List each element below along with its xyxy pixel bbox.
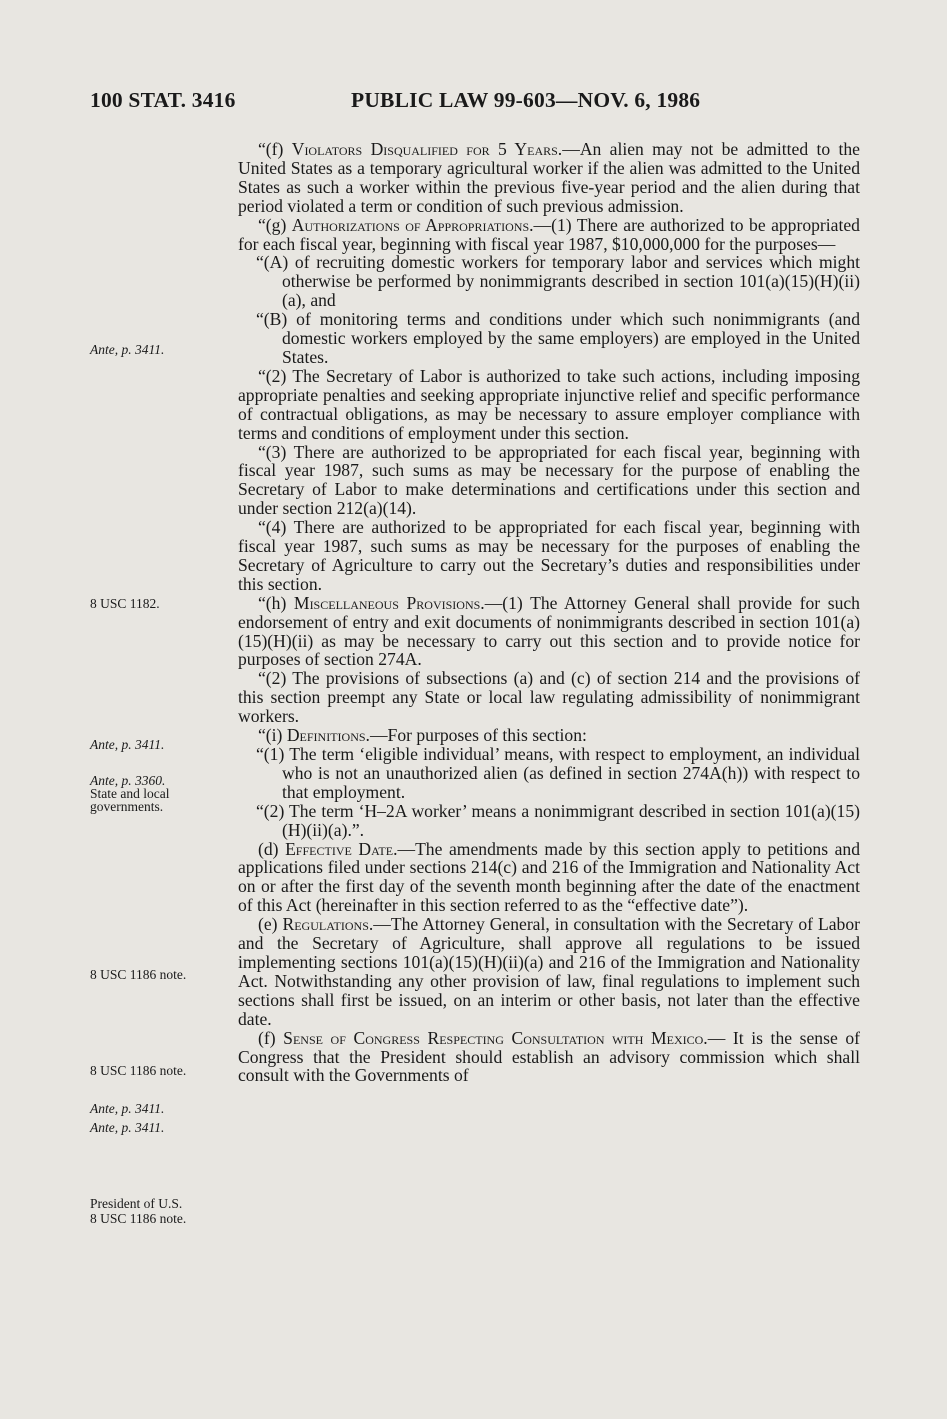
paragraph-g-B: “(B) of monitoring terms and conditions under which such nonimmigrants (and domestic workers employed by the same employers) are employed in the United States. [256, 309, 860, 367]
margin-note-8usc1186-a: 8 USC 1186 note. [90, 967, 187, 982]
paragraph-i-2: “(2) The term ‘H–2A worker’ means a nonimmigrant described in section 101(a)(15)(H)(ii)(a).”. [256, 800, 860, 840]
margin-note-ante-3411-a: Ante, p. 3411. [90, 342, 165, 357]
margin-note-ante-3360: Ante, p. 3360. [90, 773, 166, 788]
subsection-g-authorizations: “(g) Authorizations of Appropriations.—(1) There are authorized to be appropriated for each fiscal year, beginning with fiscal year 1987, $10,000,000 for the purposes— [238, 214, 860, 254]
margin-note-8usc1182: 8 USC 1182. [90, 596, 160, 611]
section-e-regulations: (e) Regulations.—The Attorney General, in consultation with the Secretary of Labor and the Secretary of Agriculture, shall approve all regulations to be issued implementing sections 101(a)(15)(H)(ii)(a) and 216 of the Immigration and Nationality Act. Notwithstanding any other provision of law, final regulations to implement such sections shall first be issued, on an interim or other basis, not later than the effective date. [238, 914, 860, 1029]
paragraph-h-2: “(2) The provisions of subsections (a) and (c) of section 214 and the provisions of this section preempt any State or local law regulating admissibility of nonimmigrant workers. [238, 668, 860, 727]
heading-violators: Violators Disqualified for 5 Years. [291, 139, 563, 159]
margin-note-8usc1186-c: 8 USC 1186 note. [90, 1211, 187, 1226]
paragraph-g-2: “(2) The Secretary of Labor is authorized to take such actions, including imposing appropriate penalties and seeking appropriate injunctive relief and specific performance of contractual obligations, as may be necessary to assure employer compliance with terms and conditions of employment under this section. [238, 365, 860, 443]
paragraph-g-4: “(4) There are authorized to be appropriated for each fiscal year, beginning with fiscal year 1987, such sums as may be necessary for the purposes of enabling the Secretary of Agriculture to carry out the Secretary’s duties and responsibilities under this section. [238, 517, 860, 594]
margin-note-8usc1186-b: 8 USC 1186 note. [90, 1063, 187, 1078]
stat-page-number: 100 STAT. 3416 [90, 88, 236, 112]
subsection-f-violators: “(f) Violators Disqualified for 5 Years.—An alien may not be admitted to the United States as a temporary agricultural worker if the alien was admitted to the United States as such a worker within the previous five-year period and the alien during that period violated a term or condition of such previous admission. [238, 139, 860, 216]
paragraph-i-1: “(1) The term ‘eligible individual’ means, with respect to employment, an individual who is not an unauthorized alien (as defined in section 274A(h)) with respect to that employment. [256, 744, 860, 802]
subsection-i-definitions: “(i) Definitions.—For purposes of this section: [258, 725, 587, 746]
heading-definitions: Definitions. [286, 725, 370, 746]
heading-miscellaneous: Miscellaneous Provisions. [293, 592, 485, 613]
section-d-effective-date: (d) Effective Date.—The amendments made by this section apply to petitions and applications filed under sections 214(c) and 216 of the Immigration and Nationality Act on or after the first day of the seventh month beginning after the date of the enactment of this Act (hereinafter in this section referred to as the “effective date”). [238, 838, 860, 916]
heading-effective-date: Effective Date. [285, 838, 398, 859]
heading-sense-of-congress: Sense of Congress Respecting Consultation with Mexico. [283, 1027, 708, 1048]
heading-regulations: Regulations. [282, 914, 374, 935]
paragraph-g-3: “(3) There are authorized to be appropriated for each fiscal year, beginning with fiscal year 1987, such sums as may be necessary for the purpose of enabling the Secretary of Labor to make determinations and certifications under this section and under section 212(a)(14). [238, 441, 860, 519]
public-law-title: PUBLIC LAW 99-603—NOV. 6, 1986 [351, 88, 701, 112]
page-header [90, 88, 870, 118]
section-f-sense-of-congress: (f) Sense of Congress Respecting Consultation with Mexico.— It is the sense of Congress that the President should establish an advisory commission which shall consult with the Governments of [238, 1027, 860, 1086]
heading-authorizations: Authorizations of Appropriations. [291, 214, 534, 235]
margin-note-governments: governments. [90, 799, 164, 814]
statute-body [238, 140, 860, 1085]
subsection-h-miscellaneous: “(h) Miscellaneous Provisions.—(1) The Attorney General shall provide for such endorsement of entry and exit documents of nonimmigrants described in section 101(a)(15)(H)(ii) as may be necessary to carry out this section and to provide notice for purposes of section 274A. [238, 592, 860, 670]
paragraph-g-A: “(A) of recruiting domestic workers for temporary labor and services which might otherwise be performed by nonimmigrants described in section 101(a)(15)(H)(ii)(a), and [256, 252, 860, 311]
margin-note-ante-3411-c: Ante, p. 3411. [90, 1101, 165, 1116]
margin-note-ante-3411-d: Ante, p. 3411. [90, 1120, 165, 1135]
margin-note-state-local: State and local [90, 786, 170, 801]
margin-note-ante-3411-b: Ante, p. 3411. [90, 737, 165, 752]
margin-note-president: President of U.S. [90, 1196, 183, 1211]
